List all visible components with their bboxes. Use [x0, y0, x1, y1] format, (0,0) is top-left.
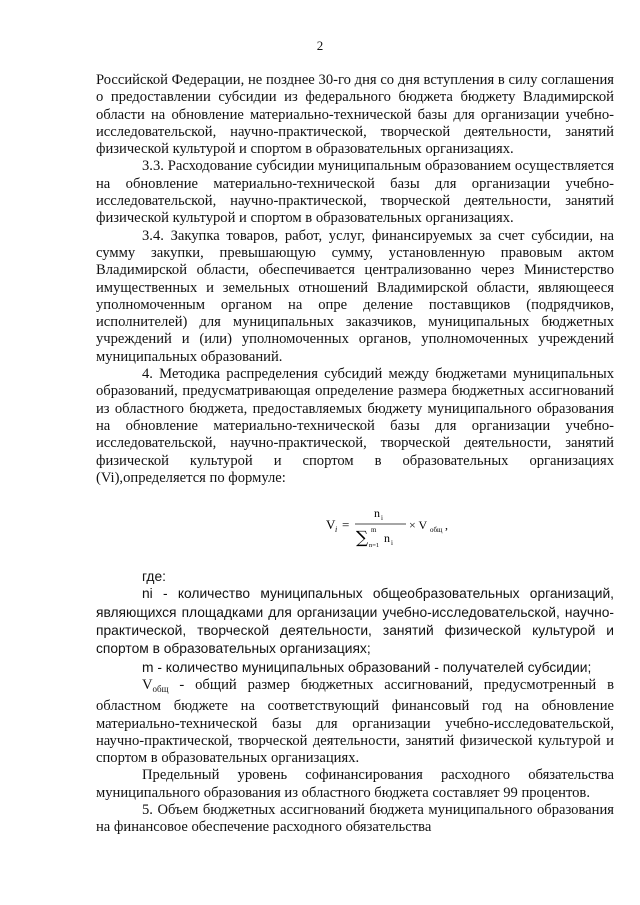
formula-times-v: × V	[409, 518, 428, 533]
paragraph-3-3: 3.3. Расходование субсидии муниципальным образованием осуществляется на обновление материально-технической базы для организации учебно-исследовательской, научно-практической, творческой деятельности, занятий физической культурой и спортом в образовательных организациях.	[96, 158, 614, 227]
sum-lower: n=1	[369, 542, 380, 550]
formula-block	[96, 496, 614, 554]
v-total-subscript: общ	[152, 683, 169, 694]
paragraph-3-4: 3.4. Закупка товаров, работ, услуг, финансируемых за счет субсидии, на сумму закупки, превышающую сумму, установленную правовым актом Владимирской области, обеспечивается централизованно через Министерство имущественных и земельных отношений Владимирской области, являющееся уполномоченным органом на опре деление поставщиков (подрядчиков, исполнителей) для муниципальных заказчиков, муниципальных бюджетных учреждений и (или) уполномоченных органов, уполномоченных учреждений муниципальных образований.	[96, 227, 614, 365]
distribution-formula	[324, 500, 524, 550]
formula-denominator: n	[384, 531, 390, 546]
formula-lhs-sub: i	[335, 525, 338, 535]
paragraph-cofinancing-limit: Предельный уровень софинансирования расходного обязательства муниципального образования из областного бюджета составляет 99 процентов.	[96, 767, 614, 801]
formula-lhs: V	[326, 517, 336, 533]
formula-numerator: n	[374, 506, 380, 521]
formula-denominator-sub: i	[391, 539, 393, 548]
v-total-symbol: V	[142, 676, 153, 693]
v-total-definition	[96, 677, 614, 767]
m-definition: m - количество муниципальных образований - получателей субсидии;	[142, 659, 592, 675]
v-total-text: - общий размер бюджетных ассигнований, предусмотренный в областном бюджете на соответствующий финансовый год на обновление материально-технической базы для организации учебно-исследовательской, научно-практической, творческой деятельности, занятий физической культурой и спортом в образовательных организациях.	[96, 676, 614, 767]
formula-trailing: ,	[445, 518, 448, 533]
paragraph-continuation: Российской Федерации, не позднее 30-го дня со дня вступления в силу соглашения о предоставлении субсидии из федерального бюджета бюджету Владимирской области на обновление материально-технической базы для организации учебно-исследовательской, научно-практической, творческой деятельности, занятий физической культурой и спортом в образовательных организациях.	[96, 72, 614, 158]
formula-times-sub: общ	[430, 526, 443, 535]
formula-numerator-sub: i	[381, 514, 383, 523]
page-number: 2	[316, 38, 324, 53]
sum-symbol: ∑	[356, 528, 369, 549]
paragraph-4: 4. Методика распределения субсидий между бюджетами муниципальных образований, предусматривающая определение размера бюджетных ассигнований из областного бюджета, предоставляемых бюджету муниципального образования на обновление материально-технической базы для организации учебно-исследовательской, научно-практической, творческой деятельности, занятий физической культурой и спортом в образовательных организациях (Vi),определяется по формуле:	[96, 366, 614, 486]
svg-text:=: =	[342, 517, 350, 533]
where-label: где:	[142, 569, 166, 585]
sum-upper: m	[371, 526, 377, 535]
ni-definition: ni - количество муниципальных общеобразовательных организаций, являющихся площадками для организации учебно-исследовательской, научно-практической, творческой деятельности, занятий физической культурой и спортом в образовательных организациях;	[96, 586, 614, 657]
document-body	[96, 72, 614, 837]
paragraph-5: 5. Объем бюджетных ассигнований бюджета муниципального образования на финансовое обеспечение расходного обязательства	[96, 801, 614, 836]
